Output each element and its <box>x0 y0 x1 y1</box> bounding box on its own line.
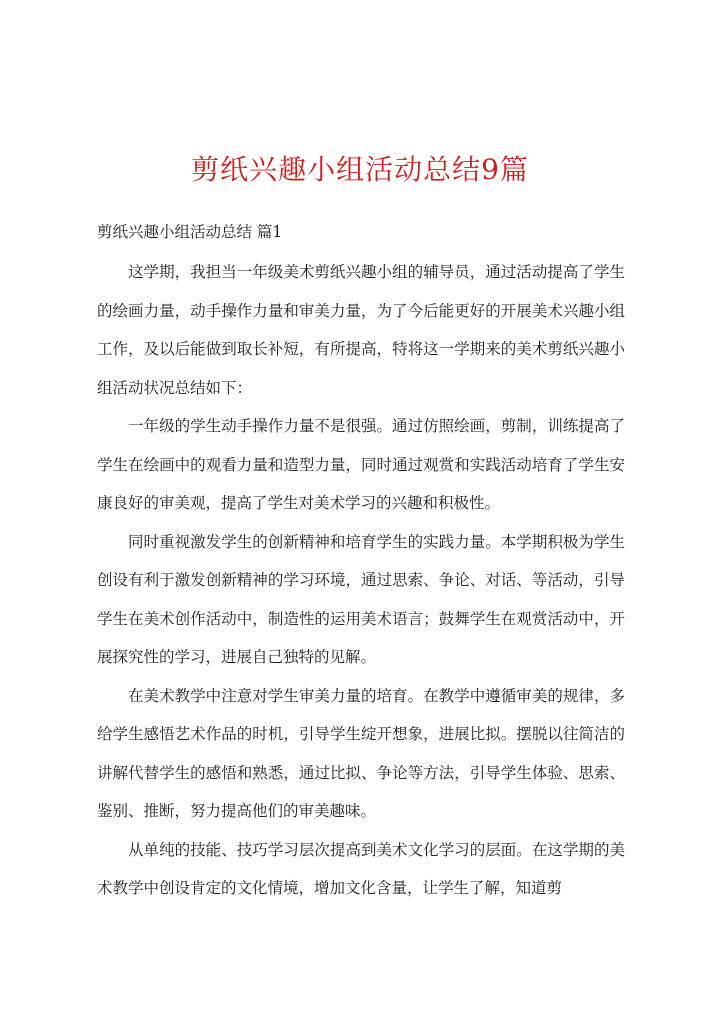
paragraph-5: 从单纯的技能、技巧学习层次提高到美术文化学习的层面。在这学期的美术教学中创设肯定的文化情境，增加文化含量，让学生了解，知道剪 <box>97 840 625 897</box>
section-heading: 剪纸兴趣小组活动总结 篇1 <box>97 223 283 241</box>
paragraph-2: 一年级的学生动手操作力量不是很强。通过仿照绘画，剪制，训练提高了学生在绘画中的观看力量和造型力量，同时通过观赏和实践活动培育了学生安康良好的审美观，提高了学生对美术学习的兴趣和积极性。 <box>97 417 625 512</box>
paragraph-3: 同时重视激发学生的创新精神和培育学生的实践力量。本学期积极为学生创设有利于激发创新精神的学习环境，通过思索、争论、对话、等活动，引导学生在美术创作活动中，制造性的运用美术语言；鼓舞学生在观赏活动中，开展探究性的学习，进展自己独特的见解。 <box>97 532 625 666</box>
document-title: 剪纸兴趣小组活动总结9篇 <box>191 153 529 186</box>
paragraph-4: 在美术教学中注意对学生审美力量的培育。在教学中遵循审美的规律，多给学生感悟艺术作品的时机，引导学生绽开想象，进展比拟。摆脱以往简洁的讲解代替学生的感悟和熟悉，通过比拟、争论等方法，引导学生体验、思索、鉴别、推断，努力提高他们的审美趣味。 <box>97 686 625 820</box>
paragraph-1: 这学期，我担当一年级美术剪纸兴趣小组的辅导员，通过活动提高了学生的绘画力量，动手操作力量和审美力量，为了今后能更好的开展美术兴趣小组工作，及以后能做到取长补短，有所提高，特将这一学期来的美术剪纸兴趣小组活动状况总结如下： <box>97 263 625 397</box>
document-body <box>97 253 625 908</box>
